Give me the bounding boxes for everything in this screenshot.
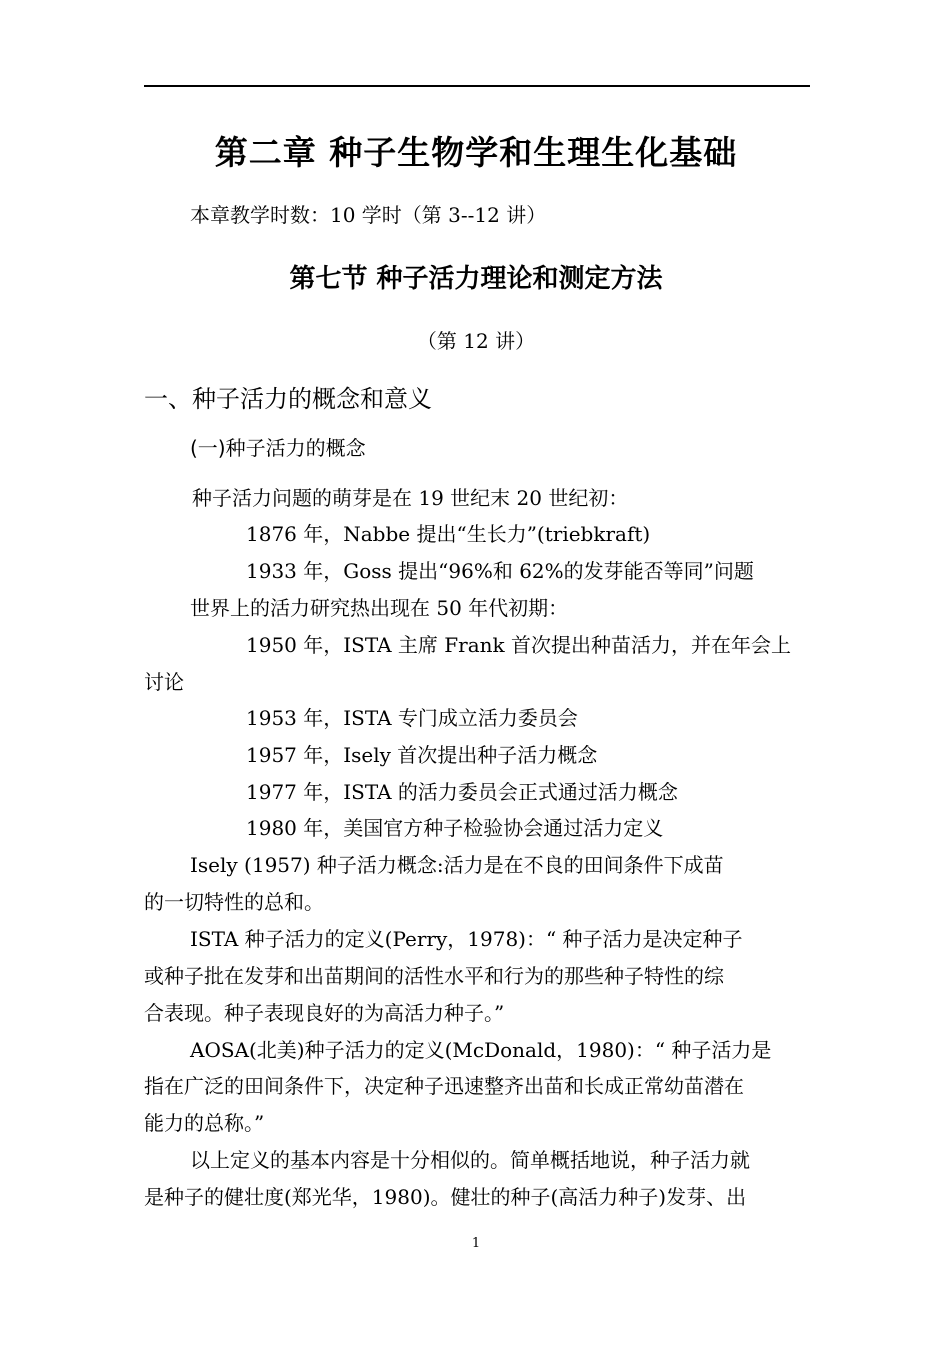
body-line: 1876 年，Nabbe 提出“生长力”(triebkraft) [246, 522, 651, 546]
body-line: 1953 年，ISTA 专门成立活力委员会 [246, 706, 578, 730]
page-number: 1 [471, 1236, 481, 1251]
body-line: 1957 年，Isely 首次提出种子活力概念 [246, 743, 598, 767]
chapter-title: 第二章 种子生物学和生理生化基础 [214, 133, 738, 172]
body-line: 种子活力问题的萌芽是在 19 世纪末 20 世纪初： [192, 486, 629, 510]
body-line: 能力的总称。” [144, 1111, 265, 1135]
body-line: ISTA 种子活力的定义(Perry，1978)：“ 种子活力是决定种子 [190, 927, 743, 951]
body-line: 1950 年，ISTA 主席 Frank 首次提出种苗活力，并在年会上 [246, 633, 791, 657]
body-line: 的一切特性的总和。 [144, 890, 324, 914]
body-line: AOSA(北美)种子活力的定义(McDonald，1980)：“ 种子活力是 [190, 1038, 772, 1062]
body-line: 指在广泛的田间条件下，决定种子迅速整齐出苗和长成正常幼苗潜在 [144, 1074, 744, 1098]
body-line: 是种子的健壮度(郑光华，1980)。健壮的种子(高活力种子)发芽、出 [144, 1185, 747, 1209]
header-rule [144, 85, 810, 87]
body-line: 1933 年，Goss 提出“96%和 62%的发芽能否等同”问题 [246, 559, 754, 583]
section-title: 第七节 种子活力理论和测定方法 [289, 264, 663, 294]
heading-level-2: (一)种子活力的概念 [190, 436, 366, 460]
body-line: 1977 年，ISTA 的活力委员会正式通过活力概念 [246, 780, 678, 804]
heading-level-1: 一、种子活力的概念和意义 [144, 385, 432, 413]
body-line: 世界上的活力研究热出现在 50 年代初期： [190, 596, 569, 620]
body-line: 以上定义的基本内容是十分相似的。简单概括地说，种子活力就 [190, 1148, 750, 1172]
body-line: 1980 年，美国官方种子检验协会通过活力定义 [246, 816, 664, 840]
body-line: 合表现。种子表现良好的为高活力种子。” [144, 1001, 505, 1025]
teaching-hours: 本章教学时数：10 学时（第 3--12 讲） [190, 203, 547, 227]
body-line: 讨论 [144, 670, 184, 694]
lecture-number: （第 12 讲） [416, 329, 536, 353]
body-line: 或种子批在发芽和出苗期间的活性水平和行为的那些种子特性的综 [144, 964, 724, 988]
body-line: Isely (1957) 种子活力概念:活力是在不良的田间条件下成苗 [190, 853, 724, 877]
